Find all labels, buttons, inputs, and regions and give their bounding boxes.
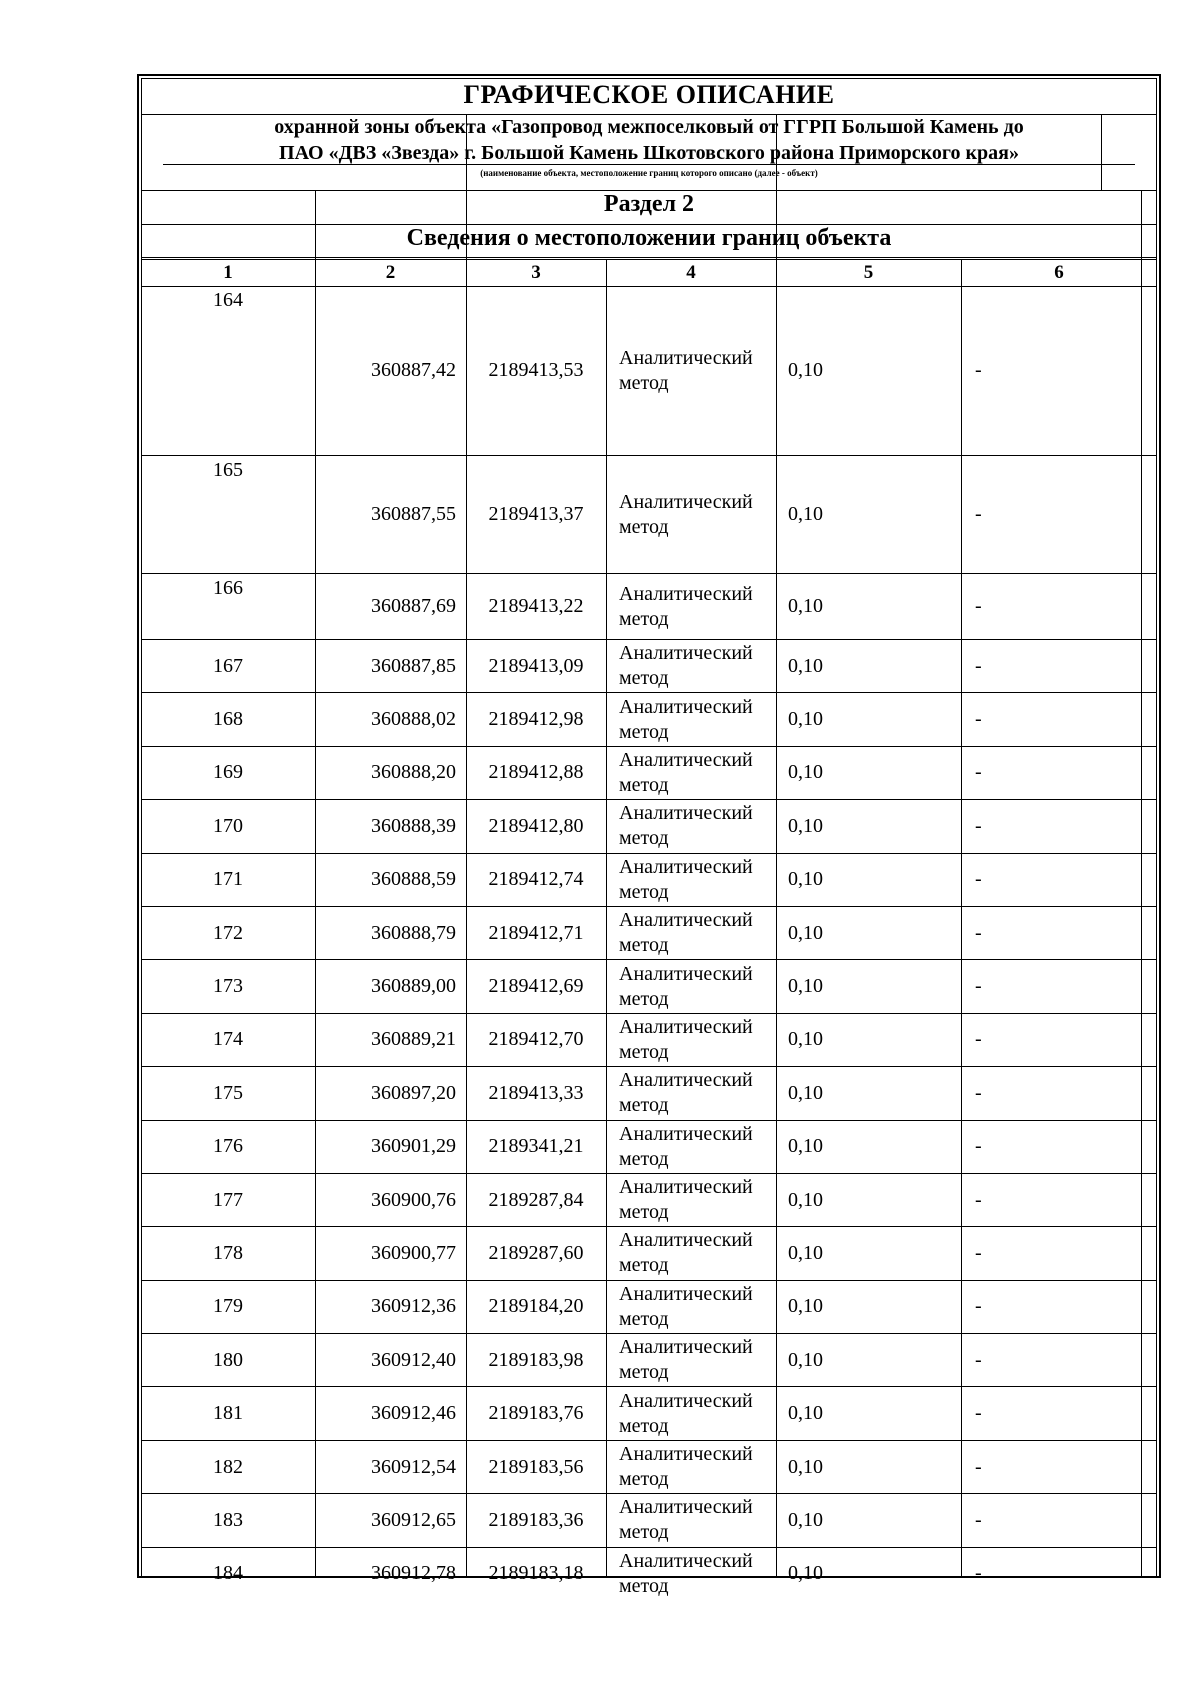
point-number-cell bbox=[141, 640, 315, 692]
method-text: Аналитический метод bbox=[619, 1015, 753, 1063]
method-text: Аналитический метод bbox=[619, 1389, 753, 1437]
coord-x: 360887,69 bbox=[371, 595, 456, 617]
table-row bbox=[141, 286, 1157, 455]
coord-y: 2189413,53 bbox=[488, 359, 584, 381]
table-row bbox=[141, 1227, 1157, 1279]
accuracy-value: 0,10 bbox=[788, 1241, 823, 1264]
coord-x-cell bbox=[315, 800, 466, 852]
point-number: 178 bbox=[213, 1241, 243, 1264]
table-row bbox=[141, 1174, 1157, 1226]
description-value: - bbox=[975, 503, 982, 525]
coord-y-cell bbox=[466, 286, 606, 455]
coord-y-cell bbox=[466, 1494, 606, 1546]
coord-x: 360912,78 bbox=[371, 1562, 456, 1585]
description-cell bbox=[961, 800, 1157, 852]
document-frame bbox=[137, 74, 1161, 1597]
point-number-cell bbox=[141, 1441, 315, 1493]
table-row bbox=[141, 1121, 1157, 1173]
description-value: - bbox=[975, 1402, 982, 1425]
accuracy-cell bbox=[776, 1174, 961, 1226]
table-row bbox=[141, 1067, 1157, 1119]
description-cell bbox=[961, 960, 1157, 1012]
coord-x-cell bbox=[315, 1441, 466, 1493]
description-value: - bbox=[975, 654, 982, 677]
coord-y: 2189183,18 bbox=[488, 1562, 584, 1585]
coord-y-cell bbox=[466, 1014, 606, 1066]
accuracy-cell bbox=[776, 456, 961, 573]
coord-x: 360912,65 bbox=[371, 1508, 456, 1531]
table-row bbox=[141, 800, 1157, 852]
coord-y-cell bbox=[466, 960, 606, 1012]
description-cell bbox=[961, 747, 1157, 799]
point-number: 183 bbox=[213, 1508, 243, 1531]
coord-x: 360888,20 bbox=[371, 761, 456, 784]
subtitle-underline bbox=[163, 164, 1135, 165]
method-text: Аналитический метод bbox=[619, 1549, 753, 1597]
coord-y: 2189413,09 bbox=[488, 654, 584, 677]
description-value: - bbox=[975, 359, 982, 381]
coord-x-cell bbox=[315, 1227, 466, 1279]
description-cell bbox=[961, 1441, 1157, 1493]
coord-y-cell bbox=[466, 1441, 606, 1493]
accuracy-value: 0,10 bbox=[788, 1348, 823, 1371]
method-text: Аналитический метод bbox=[619, 1229, 753, 1277]
accuracy-value: 0,10 bbox=[788, 1402, 823, 1425]
accuracy-cell bbox=[776, 1441, 961, 1493]
method-text: Аналитический метод bbox=[619, 962, 753, 1010]
method-cell bbox=[606, 1441, 776, 1493]
coord-x: 360912,40 bbox=[371, 1348, 456, 1371]
description-cell bbox=[961, 1014, 1157, 1066]
table-row bbox=[141, 747, 1157, 799]
coord-y: 2189412,71 bbox=[488, 921, 584, 944]
coord-y: 2189412,74 bbox=[488, 868, 584, 891]
description-value: - bbox=[975, 1295, 982, 1318]
coord-y: 2189184,20 bbox=[488, 1295, 584, 1318]
coord-x-cell bbox=[315, 574, 466, 639]
coord-x: 360900,76 bbox=[371, 1188, 456, 1211]
accuracy-value: 0,10 bbox=[788, 654, 823, 677]
accuracy-cell bbox=[776, 1494, 961, 1546]
method-cell bbox=[606, 907, 776, 959]
point-number-cell bbox=[141, 1334, 315, 1386]
accuracy-value: 0,10 bbox=[788, 1188, 823, 1211]
coord-x-cell bbox=[315, 1548, 466, 1600]
coord-x: 360889,00 bbox=[371, 975, 456, 998]
coord-y-cell bbox=[466, 1387, 606, 1439]
column-header-6: 6 bbox=[1054, 262, 1064, 283]
description-value: - bbox=[975, 761, 982, 784]
method-cell bbox=[606, 1281, 776, 1333]
method-cell bbox=[606, 640, 776, 692]
point-number: 182 bbox=[213, 1455, 243, 1478]
column-header-5: 5 bbox=[863, 262, 874, 283]
accuracy-value: 0,10 bbox=[788, 868, 823, 891]
coord-y: 2189412,80 bbox=[488, 814, 584, 837]
accuracy-value: 0,10 bbox=[788, 503, 823, 525]
description-cell bbox=[961, 1548, 1157, 1600]
coord-y: 2189183,56 bbox=[488, 1455, 584, 1478]
accuracy-cell bbox=[776, 747, 961, 799]
coord-y: 2189341,21 bbox=[488, 1135, 584, 1158]
accuracy-cell bbox=[776, 1121, 961, 1173]
coord-x-cell bbox=[315, 693, 466, 745]
column-header-3: 3 bbox=[531, 262, 541, 283]
subtitle-line-2: ПАО «ДВЗ «Звезда» г. Большой Камень Шкотовского района Приморского края» bbox=[279, 142, 1019, 164]
accuracy-cell bbox=[776, 640, 961, 692]
description-cell bbox=[961, 1067, 1157, 1119]
document-caption: (наименование объекта, местоположение границ которого описано (далее - объект) bbox=[480, 168, 818, 178]
coord-x: 360887,42 bbox=[371, 359, 456, 381]
table-row bbox=[141, 1441, 1157, 1493]
point-number: 172 bbox=[213, 921, 243, 944]
method-cell bbox=[606, 1174, 776, 1226]
description-value: - bbox=[975, 1508, 982, 1531]
accuracy-cell bbox=[776, 1281, 961, 1333]
method-cell bbox=[606, 456, 776, 573]
coord-y-cell bbox=[466, 456, 606, 573]
coord-x-cell bbox=[315, 1281, 466, 1333]
coord-y: 2189413,37 bbox=[488, 503, 584, 525]
accuracy-cell bbox=[776, 1014, 961, 1066]
description-cell bbox=[961, 1387, 1157, 1439]
point-number: 180 bbox=[213, 1348, 243, 1371]
point-number: 170 bbox=[213, 814, 243, 837]
accuracy-value: 0,10 bbox=[788, 761, 823, 784]
point-number: 173 bbox=[213, 975, 243, 998]
table-row bbox=[141, 854, 1157, 906]
description-value: - bbox=[975, 1081, 982, 1104]
description-cell bbox=[961, 1174, 1157, 1226]
method-text: Аналитический метод bbox=[619, 1443, 753, 1491]
description-cell bbox=[961, 854, 1157, 906]
coord-y-cell bbox=[466, 693, 606, 745]
accuracy-value: 0,10 bbox=[788, 1295, 823, 1318]
method-text: Аналитический метод bbox=[619, 1282, 753, 1330]
point-number-cell bbox=[141, 693, 315, 745]
point-number-cell bbox=[141, 1227, 315, 1279]
document-subtitle bbox=[137, 114, 1161, 166]
section-subtitle: Сведения о местоположении границ объекта bbox=[406, 225, 892, 251]
point-number-cell bbox=[141, 800, 315, 852]
point-number-cell bbox=[141, 747, 315, 799]
accuracy-cell bbox=[776, 960, 961, 1012]
point-number-cell bbox=[141, 456, 315, 573]
accuracy-cell bbox=[776, 574, 961, 639]
description-cell bbox=[961, 1334, 1157, 1386]
description-value: - bbox=[975, 1135, 982, 1158]
accuracy-value: 0,10 bbox=[788, 1508, 823, 1531]
table-row bbox=[141, 907, 1157, 959]
point-number: 164 bbox=[213, 289, 243, 311]
point-number-cell bbox=[141, 960, 315, 1012]
accuracy-value: 0,10 bbox=[788, 708, 823, 731]
method-text: Аналитический метод bbox=[619, 695, 753, 743]
method-cell bbox=[606, 1387, 776, 1439]
method-text: Аналитический метод bbox=[619, 346, 753, 394]
coord-y-cell bbox=[466, 800, 606, 852]
description-value: - bbox=[975, 975, 982, 998]
description-value: - bbox=[975, 1028, 982, 1051]
coord-x-cell bbox=[315, 1174, 466, 1226]
coord-y-cell bbox=[466, 854, 606, 906]
method-text: Аналитический метод bbox=[619, 582, 753, 630]
coord-y-cell bbox=[466, 1067, 606, 1119]
coord-x: 360887,85 bbox=[371, 654, 456, 677]
table-row bbox=[141, 1281, 1157, 1333]
point-number-cell bbox=[141, 1014, 315, 1066]
accuracy-value: 0,10 bbox=[788, 921, 823, 944]
accuracy-value: 0,10 bbox=[788, 359, 823, 381]
table-row bbox=[141, 1494, 1157, 1546]
method-text: Аналитический метод bbox=[619, 1122, 753, 1170]
coord-x: 360888,59 bbox=[371, 868, 456, 891]
coord-y: 2189412,69 bbox=[488, 975, 584, 998]
description-value: - bbox=[975, 1188, 982, 1211]
coord-x-cell bbox=[315, 1494, 466, 1546]
coord-x: 360901,29 bbox=[371, 1135, 456, 1158]
point-number: 171 bbox=[213, 868, 243, 891]
table-row bbox=[141, 1334, 1157, 1386]
point-number-cell bbox=[141, 854, 315, 906]
accuracy-cell bbox=[776, 800, 961, 852]
table-row bbox=[141, 1548, 1157, 1600]
method-cell bbox=[606, 854, 776, 906]
description-value: - bbox=[975, 1562, 982, 1585]
table-row bbox=[141, 640, 1157, 692]
method-text: Аналитический метод bbox=[619, 909, 753, 957]
accuracy-value: 0,10 bbox=[788, 1028, 823, 1051]
method-cell bbox=[606, 960, 776, 1012]
coord-y: 2189413,22 bbox=[488, 595, 584, 617]
coord-x: 360912,46 bbox=[371, 1402, 456, 1425]
coord-y-cell bbox=[466, 1548, 606, 1600]
table-row bbox=[141, 960, 1157, 1012]
point-number-cell bbox=[141, 1387, 315, 1439]
table-row bbox=[141, 574, 1157, 639]
accuracy-cell bbox=[776, 286, 961, 455]
description-value: - bbox=[975, 1455, 982, 1478]
description-value: - bbox=[975, 868, 982, 891]
coord-x: 360887,55 bbox=[371, 503, 456, 525]
table-row bbox=[141, 456, 1157, 573]
coord-y-cell bbox=[466, 1227, 606, 1279]
description-value: - bbox=[975, 814, 982, 837]
method-text: Аналитический метод bbox=[619, 1336, 753, 1384]
coord-x-cell bbox=[315, 456, 466, 573]
method-cell bbox=[606, 800, 776, 852]
method-cell bbox=[606, 1227, 776, 1279]
accuracy-value: 0,10 bbox=[788, 1455, 823, 1478]
point-number: 184 bbox=[213, 1562, 243, 1585]
column-header-2: 2 bbox=[385, 262, 396, 283]
coord-y-cell bbox=[466, 747, 606, 799]
method-cell bbox=[606, 286, 776, 455]
accuracy-value: 0,10 bbox=[788, 814, 823, 837]
coord-y: 2189412,88 bbox=[488, 761, 584, 784]
method-cell bbox=[606, 1334, 776, 1386]
coord-x-cell bbox=[315, 640, 466, 692]
coord-x-cell bbox=[315, 907, 466, 959]
coord-x-cell bbox=[315, 960, 466, 1012]
coord-x-cell bbox=[315, 1387, 466, 1439]
description-cell bbox=[961, 693, 1157, 745]
method-cell bbox=[606, 1548, 776, 1600]
coord-x: 360900,77 bbox=[371, 1241, 456, 1264]
table-row bbox=[141, 1014, 1157, 1066]
method-text: Аналитический метод bbox=[619, 642, 753, 690]
accuracy-cell bbox=[776, 1387, 961, 1439]
coord-y: 2189183,36 bbox=[488, 1508, 584, 1531]
coord-y-cell bbox=[466, 1174, 606, 1226]
accuracy-cell bbox=[776, 1334, 961, 1386]
coord-x-cell bbox=[315, 1014, 466, 1066]
method-cell bbox=[606, 1494, 776, 1546]
method-text: Аналитический метод bbox=[619, 1496, 753, 1544]
point-number: 179 bbox=[213, 1295, 243, 1318]
method-text: Аналитический метод bbox=[619, 490, 753, 538]
coord-y-cell bbox=[466, 1281, 606, 1333]
description-value: - bbox=[975, 921, 982, 944]
description-cell bbox=[961, 1121, 1157, 1173]
point-number: 169 bbox=[213, 761, 243, 784]
description-value: - bbox=[975, 708, 982, 731]
coord-x: 360889,21 bbox=[371, 1028, 456, 1051]
coord-x-cell bbox=[315, 1121, 466, 1173]
accuracy-cell bbox=[776, 1067, 961, 1119]
coord-x-cell bbox=[315, 747, 466, 799]
column-header-row bbox=[141, 260, 1157, 286]
point-number-cell bbox=[141, 907, 315, 959]
accuracy-cell bbox=[776, 1548, 961, 1600]
accuracy-value: 0,10 bbox=[788, 975, 823, 998]
document-title: ГРАФИЧЕСКОЕ ОПИСАНИЕ bbox=[463, 80, 835, 109]
accuracy-value: 0,10 bbox=[788, 595, 823, 617]
description-cell bbox=[961, 1227, 1157, 1279]
coord-y: 2189287,60 bbox=[488, 1241, 584, 1264]
column-header-4: 4 bbox=[686, 262, 696, 283]
section-title: Раздел 2 bbox=[603, 191, 695, 217]
method-cell bbox=[606, 1121, 776, 1173]
description-cell bbox=[961, 1494, 1157, 1546]
table-top-border bbox=[141, 257, 1157, 258]
description-cell bbox=[961, 1281, 1157, 1333]
point-number-cell bbox=[141, 1174, 315, 1226]
accuracy-value: 0,10 bbox=[788, 1135, 823, 1158]
method-cell bbox=[606, 1014, 776, 1066]
method-cell bbox=[606, 1067, 776, 1119]
coord-x-cell bbox=[315, 1067, 466, 1119]
method-cell bbox=[606, 747, 776, 799]
description-cell bbox=[961, 574, 1157, 639]
coord-x-cell bbox=[315, 1334, 466, 1386]
method-text: Аналитический метод bbox=[619, 1069, 753, 1117]
description-cell bbox=[961, 907, 1157, 959]
point-number: 167 bbox=[213, 654, 243, 677]
method-text: Аналитический метод bbox=[619, 855, 753, 903]
coord-y: 2189287,84 bbox=[488, 1188, 584, 1211]
coord-y: 2189412,70 bbox=[488, 1028, 584, 1051]
point-number: 166 bbox=[213, 577, 243, 599]
accuracy-value: 0,10 bbox=[788, 1081, 823, 1104]
description-cell bbox=[961, 456, 1157, 573]
point-number: 176 bbox=[213, 1135, 243, 1158]
coord-y: 2189183,98 bbox=[488, 1348, 584, 1371]
description-value: - bbox=[975, 1241, 982, 1264]
method-cell bbox=[606, 693, 776, 745]
coord-x: 360912,54 bbox=[371, 1455, 456, 1478]
coord-x: 360897,20 bbox=[371, 1081, 456, 1104]
coord-y: 2189413,33 bbox=[488, 1081, 584, 1104]
point-number: 168 bbox=[213, 708, 243, 731]
point-number-cell bbox=[141, 1281, 315, 1333]
point-number-cell bbox=[141, 1548, 315, 1600]
description-value: - bbox=[975, 1348, 982, 1371]
coord-x: 360888,02 bbox=[371, 708, 456, 731]
description-value: - bbox=[975, 595, 982, 617]
point-number-cell bbox=[141, 574, 315, 639]
accuracy-cell bbox=[776, 1227, 961, 1279]
point-number: 181 bbox=[213, 1402, 243, 1425]
coord-y-cell bbox=[466, 907, 606, 959]
accuracy-cell bbox=[776, 907, 961, 959]
point-number-cell bbox=[141, 1121, 315, 1173]
coord-y-cell bbox=[466, 1121, 606, 1173]
description-cell bbox=[961, 640, 1157, 692]
point-number: 175 bbox=[213, 1081, 243, 1104]
coord-y: 2189183,76 bbox=[488, 1402, 584, 1425]
coord-x: 360888,79 bbox=[371, 921, 456, 944]
accuracy-cell bbox=[776, 854, 961, 906]
subtitle-line-1: охранной зоны объекта «Газопровод межпоселковый от ГГРП Большой Камень до bbox=[274, 116, 1024, 138]
point-number: 177 bbox=[213, 1188, 243, 1211]
method-text: Аналитический метод bbox=[619, 748, 753, 796]
coord-y: 2189412,98 bbox=[488, 708, 584, 731]
coord-x-cell bbox=[315, 854, 466, 906]
coord-y-cell bbox=[466, 1334, 606, 1386]
point-number-cell bbox=[141, 1494, 315, 1546]
point-number: 165 bbox=[213, 459, 243, 481]
coord-x-cell bbox=[315, 286, 466, 455]
point-number-cell bbox=[141, 286, 315, 455]
accuracy-cell bbox=[776, 693, 961, 745]
point-number-cell bbox=[141, 1067, 315, 1119]
method-cell bbox=[606, 574, 776, 639]
table-row bbox=[141, 1387, 1157, 1439]
table-row bbox=[141, 693, 1157, 745]
table-body bbox=[141, 286, 1157, 1600]
coord-x: 360912,36 bbox=[371, 1295, 456, 1318]
coord-y-cell bbox=[466, 640, 606, 692]
coord-y-cell bbox=[466, 574, 606, 639]
coord-x: 360888,39 bbox=[371, 814, 456, 837]
method-text: Аналитический метод bbox=[619, 802, 753, 850]
column-divider bbox=[1101, 114, 1102, 190]
point-number: 174 bbox=[213, 1028, 243, 1051]
column-header-1: 1 bbox=[223, 262, 233, 283]
method-text: Аналитический метод bbox=[619, 1176, 753, 1224]
description-cell bbox=[961, 286, 1157, 455]
accuracy-value: 0,10 bbox=[788, 1562, 823, 1585]
